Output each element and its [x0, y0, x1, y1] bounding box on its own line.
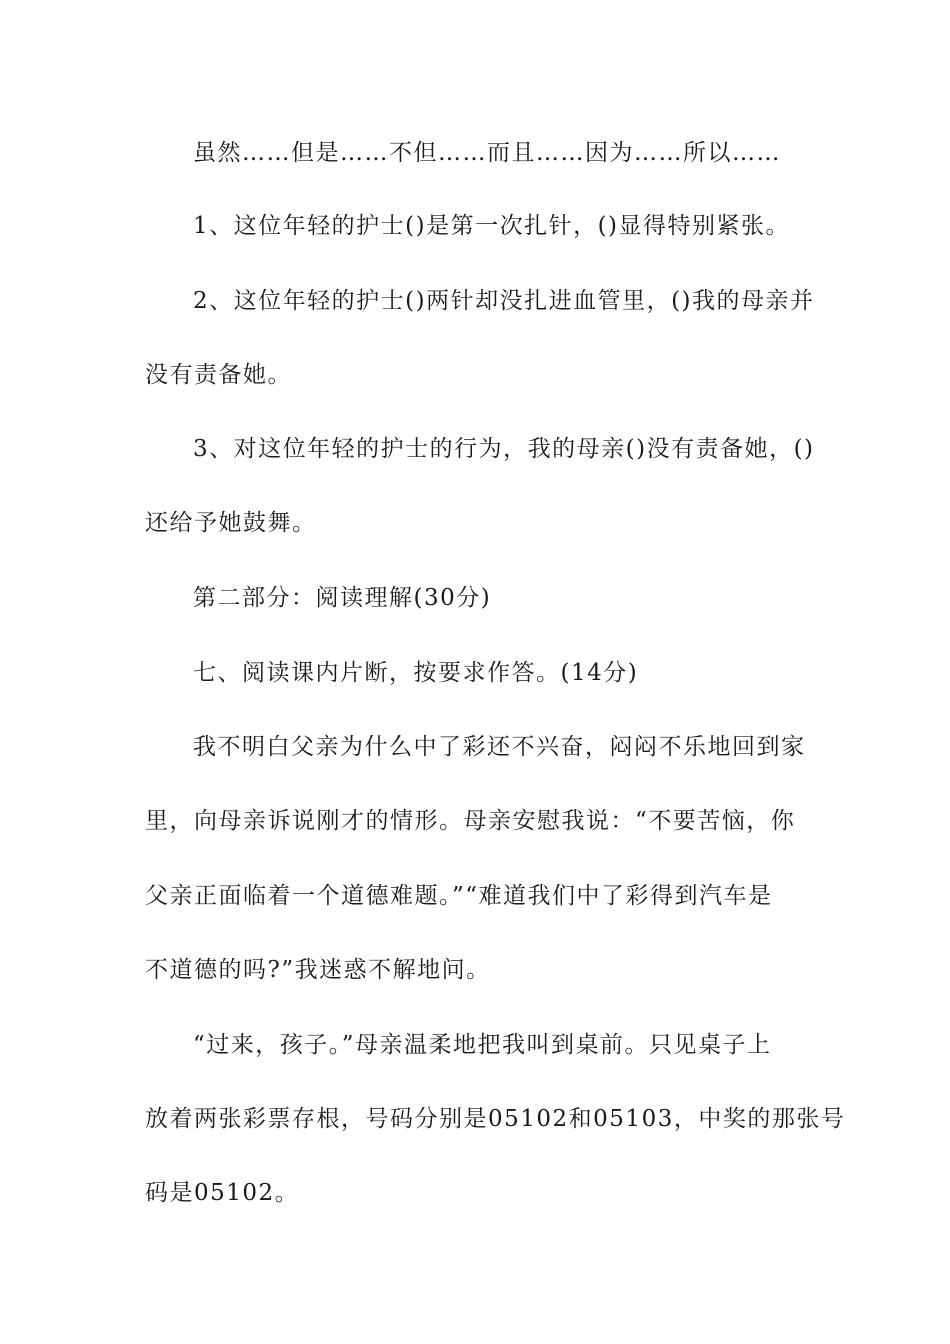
passage-line: 我不明白父亲为什么中了彩还不兴奋，闷闷不乐地回到家: [193, 734, 806, 760]
question-3-continued: 还给予她鼓舞。: [145, 510, 317, 536]
question-3: 3、对这位年轻的护士的行为，我的母亲()没有责备她，(): [193, 436, 815, 462]
question-2-continued: 没有责备她。: [145, 362, 292, 388]
passage-line: 里，向母亲诉说刚才的情形。母亲安慰我说：“不要苦恼，你: [145, 808, 796, 834]
passage-line: “过来，孩子。”母亲温柔地把我叫到桌前。只见桌子上: [193, 1032, 772, 1058]
passage-line: 放着两张彩票存根，号码分别是05102和05103，中奖的那张号: [145, 1106, 846, 1132]
section-heading: 第二部分：阅读理解(30分): [193, 585, 492, 611]
question-7-heading: 七、阅读课内片断，按要求作答。(14分): [193, 660, 639, 686]
question-2: 2、这位年轻的护士()两针却没扎进血管里，()我的母亲并: [193, 288, 815, 314]
conjunction-options: 虽然……但是……不但……而且……因为……所以……: [193, 140, 781, 166]
question-1: 1、这位年轻的护士()是第一次扎针，()显得特别紧张。: [193, 213, 791, 239]
passage-line: 码是05102。: [145, 1180, 300, 1206]
passage-line: 父亲正面临着一个道德难题。”“难道我们中了彩得到汽车是: [145, 883, 773, 909]
passage-line: 不道德的吗?”我迷惑不解地问。: [145, 957, 491, 983]
